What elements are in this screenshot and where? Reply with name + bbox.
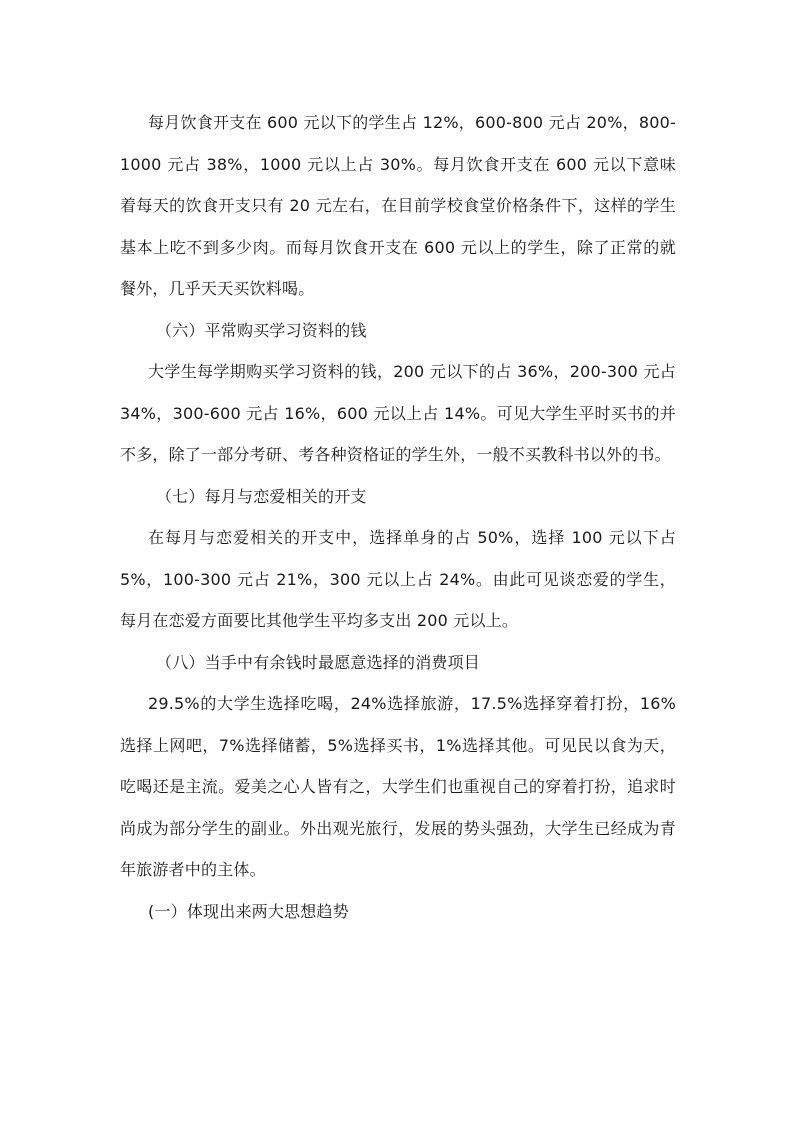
paragraph-food-spending: 每月饮食开支在 600 元以下的学生占 12%，600-800 元占 20%，800-1000 元占 38%，1000 元以上占 30%。每月饮食开支在 600 元以下意味着每天的饮食开支只有 20 元左右，在目前学校食堂价格条件下，这样的学生基本上吃不到多少肉。而每月饮食开支在 600 元以上的学生，除了正常的就餐外，几乎天天买饮料喝。 (120, 113, 676, 298)
heading-romance-spending: （七）每月与恋爱相关的开支 (156, 486, 367, 506)
heading-two-trends: (一）体现出来两大思想趋势 (148, 901, 349, 921)
paragraph-study-materials: 大学生每学期购买学习资料的钱，200 元以下的占 36%，200-300 元占 34%，300-600 元占 16%，600 元以上占 14%。可见大学生平时买书的并不多，除了一部分考研、考各种资格证的学生外，一般不买教科书以外的书。 (120, 362, 676, 464)
heading-spare-money: （八）当手中有余钱时最愿意选择的消费项目 (156, 652, 481, 672)
document-body (120, 102, 676, 932)
heading-study-materials: （六）平常购买学习资料的钱 (156, 320, 367, 340)
paragraph-romance-spending: 在每月与恋爱相关的开支中，选择单身的占 50%，选择 100 元以下占 5%，100-300 元占 21%，300 元以上占 24%。由此可见谈恋爱的学生，每月在恋爱方面要比其他学生平均多支出 200 元以上。 (120, 528, 676, 630)
paragraph-spare-money: 29.5%的大学生选择吃喝，24%选择旅游，17.5%选择穿着打扮，16%选择上网吧，7%选择储蓄，5%选择买书，1%选择其他。可见民以食为天，吃喝还是主流。爱美之心人皆有之，大学生们也重视自己的穿着打扮，追求时尚成为部分学生的副业。外出观光旅行，发展的势头强劲，大学生已经成为青年旅游者中的主体。 (120, 694, 676, 879)
